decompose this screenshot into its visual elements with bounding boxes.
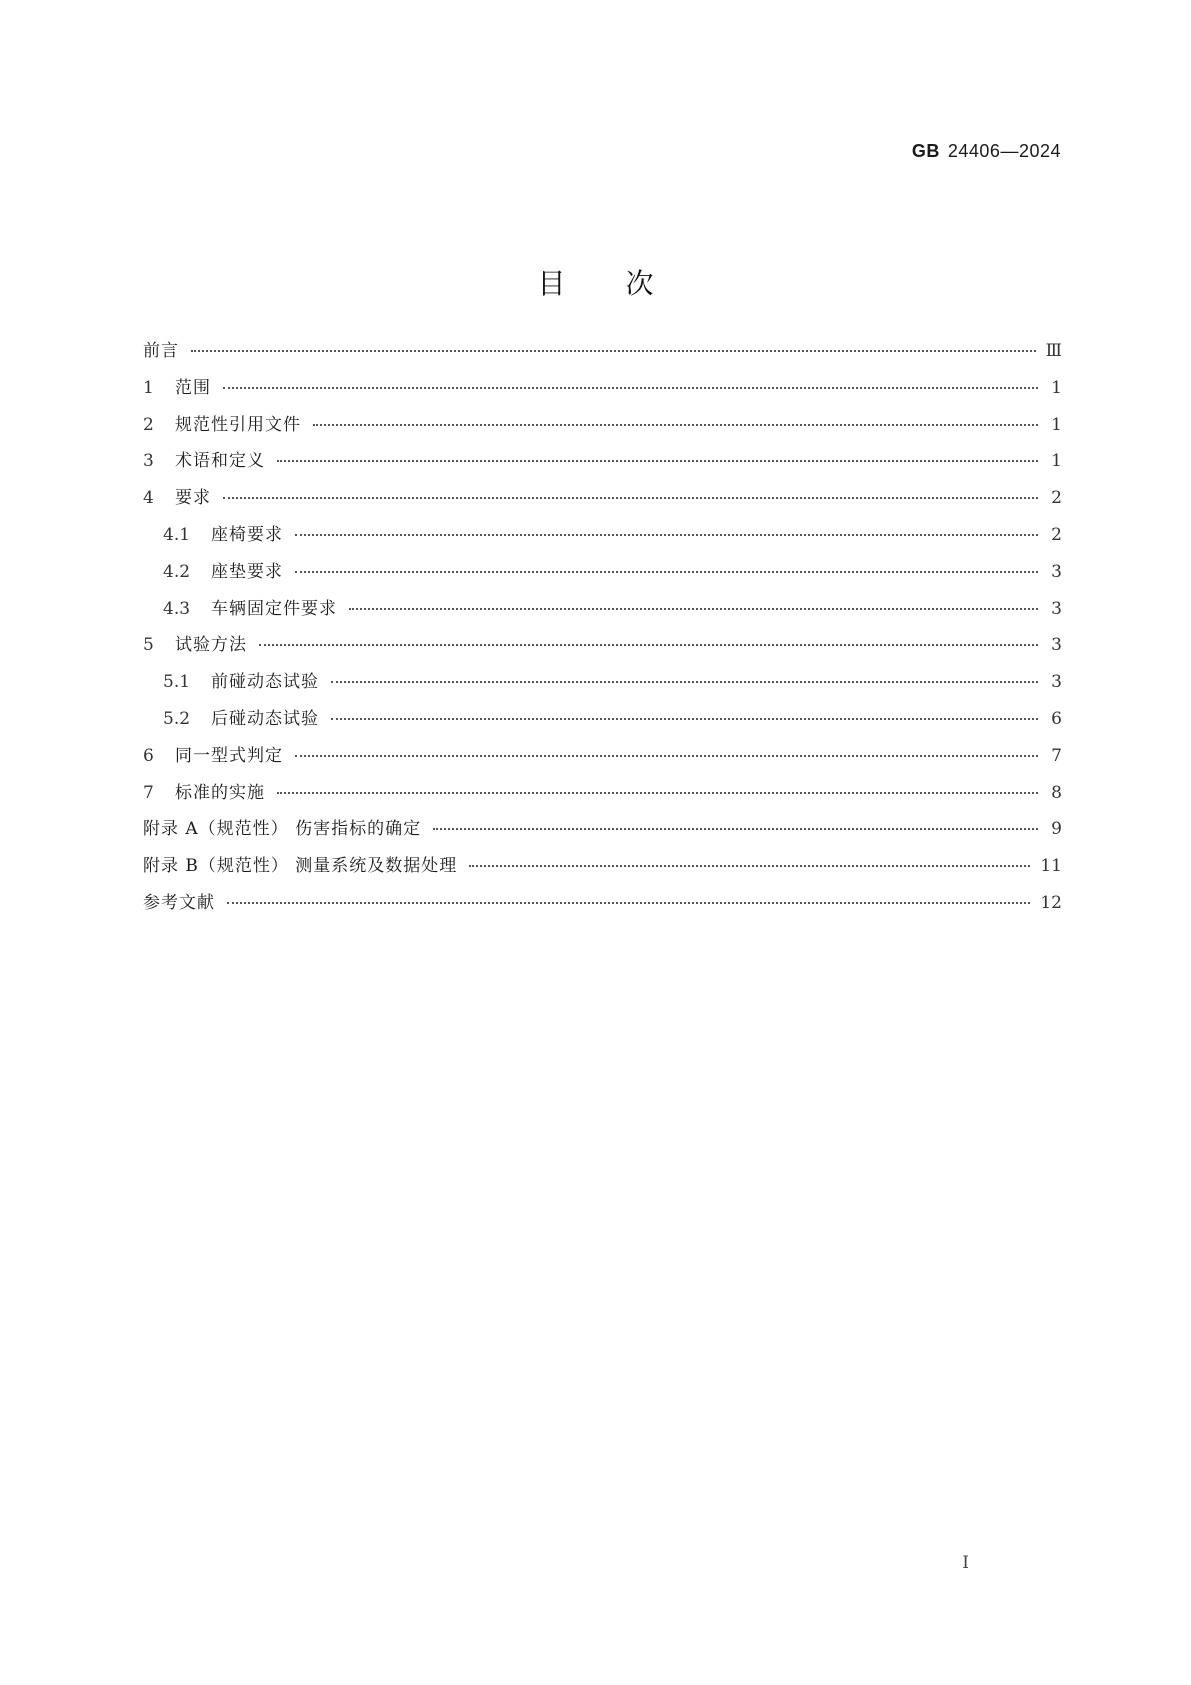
toc-entry[interactable] bbox=[143, 851, 1062, 888]
toc-dot-leader bbox=[433, 828, 1038, 830]
toc-entry[interactable] bbox=[143, 778, 1062, 815]
toc-entry-label: 前言 bbox=[143, 341, 179, 361]
toc-entry-page: 2 bbox=[1051, 488, 1062, 509]
toc-dot-leader bbox=[469, 865, 1030, 867]
toc-entry[interactable] bbox=[143, 704, 1062, 741]
toc-entry-label: 座椅要求 bbox=[211, 524, 283, 545]
toc-entry-label: 试验方法 bbox=[175, 635, 247, 656]
toc-entry[interactable] bbox=[143, 594, 1062, 631]
toc-entry-label: 前碰动态试验 bbox=[211, 672, 319, 693]
toc-entry-page: 3 bbox=[1051, 635, 1062, 656]
toc-entry-label: 术语和定义 bbox=[175, 451, 265, 472]
toc-entry-number: 1 bbox=[143, 377, 154, 398]
toc-entry-label: 同一型式判定 bbox=[175, 745, 283, 766]
toc-entry-number: 3 bbox=[143, 451, 154, 472]
toc-entry-number: 4.1 bbox=[163, 524, 191, 545]
toc-dot-leader bbox=[277, 792, 1038, 794]
toc-dot-leader bbox=[295, 534, 1038, 536]
toc-entry-label: 后碰动态试验 bbox=[211, 708, 319, 729]
toc-dot-leader bbox=[331, 718, 1038, 720]
toc-entry[interactable] bbox=[143, 630, 1062, 667]
toc-entry[interactable] bbox=[143, 814, 1062, 851]
toc-entry[interactable] bbox=[143, 557, 1062, 594]
toc-entry[interactable] bbox=[143, 741, 1062, 778]
toc-dot-leader bbox=[227, 902, 1030, 904]
page-number: I bbox=[962, 1553, 969, 1573]
toc-dot-leader bbox=[223, 387, 1038, 389]
toc-entry[interactable] bbox=[143, 520, 1062, 557]
toc-entry[interactable] bbox=[143, 373, 1062, 410]
toc-dot-leader bbox=[295, 571, 1038, 573]
toc-entry-page: 9 bbox=[1051, 819, 1062, 840]
toc-entry-label: 参考文献 bbox=[143, 892, 215, 913]
toc-entry-page: 12 bbox=[1040, 892, 1062, 913]
toc-entry-page: 1 bbox=[1051, 451, 1062, 472]
toc-entry-label: 标准的实施 bbox=[175, 782, 265, 803]
toc-dot-leader bbox=[191, 350, 1036, 352]
toc-entry-number: 6 bbox=[143, 745, 154, 766]
toc-entry-number: 4.3 bbox=[163, 598, 191, 619]
toc-entry-page: 2 bbox=[1051, 524, 1062, 545]
toc-dot-leader bbox=[331, 681, 1038, 683]
toc-entry-number: 5.2 bbox=[163, 708, 191, 729]
toc-entry-page: 3 bbox=[1051, 561, 1062, 582]
toc-entry[interactable] bbox=[143, 410, 1062, 447]
toc-entry-label: 规范性引用文件 bbox=[175, 414, 301, 435]
standard-prefix: GB bbox=[911, 141, 940, 161]
toc-dot-leader bbox=[277, 460, 1038, 462]
page-title: 目次 bbox=[537, 266, 714, 300]
toc-entry-label: 附录 B（规范性） 测量系统及数据处理 bbox=[143, 856, 458, 877]
toc-entry-page: 3 bbox=[1051, 598, 1062, 619]
toc-entry-number: 2 bbox=[143, 414, 154, 435]
toc-entry-page: 6 bbox=[1051, 708, 1062, 729]
toc-entry-page: 1 bbox=[1051, 377, 1062, 398]
toc-entry-label: 范围 bbox=[175, 377, 211, 398]
toc-entry-number: 5.1 bbox=[163, 672, 191, 693]
toc-entry-page: 8 bbox=[1051, 782, 1062, 803]
toc-entry-number: 4.2 bbox=[163, 561, 191, 582]
toc-entry-label: 座垫要求 bbox=[211, 561, 283, 582]
toc-entry-label: 附录 A（规范性） 伤害指标的确定 bbox=[143, 819, 422, 840]
toc-entry-page: Ⅲ bbox=[1045, 341, 1062, 361]
toc-dot-leader bbox=[295, 755, 1038, 757]
toc-entry-page: 3 bbox=[1051, 672, 1062, 693]
toc-entry[interactable] bbox=[143, 483, 1062, 520]
toc-entry-number: 4 bbox=[143, 488, 154, 509]
toc-entry-number: 7 bbox=[143, 782, 154, 803]
toc-entry[interactable] bbox=[143, 667, 1062, 704]
toc-entry-page: 11 bbox=[1040, 856, 1062, 877]
toc-entry[interactable] bbox=[143, 336, 1062, 373]
table-of-contents bbox=[143, 336, 1062, 925]
toc-dot-leader bbox=[349, 608, 1038, 610]
toc-entry[interactable] bbox=[143, 888, 1062, 925]
toc-entry-number: 5 bbox=[143, 635, 154, 656]
toc-dot-leader bbox=[259, 644, 1038, 646]
standard-number: 24406—2024 bbox=[947, 141, 1061, 161]
toc-entry-label: 车辆固定件要求 bbox=[211, 598, 337, 619]
toc-entry-label: 要求 bbox=[175, 488, 211, 509]
toc-dot-leader bbox=[313, 424, 1038, 426]
toc-entry[interactable] bbox=[143, 446, 1062, 483]
toc-entry-page: 1 bbox=[1051, 414, 1062, 435]
toc-entry-page: 7 bbox=[1051, 745, 1062, 766]
standard-code bbox=[912, 141, 1061, 162]
toc-dot-leader bbox=[223, 497, 1038, 499]
